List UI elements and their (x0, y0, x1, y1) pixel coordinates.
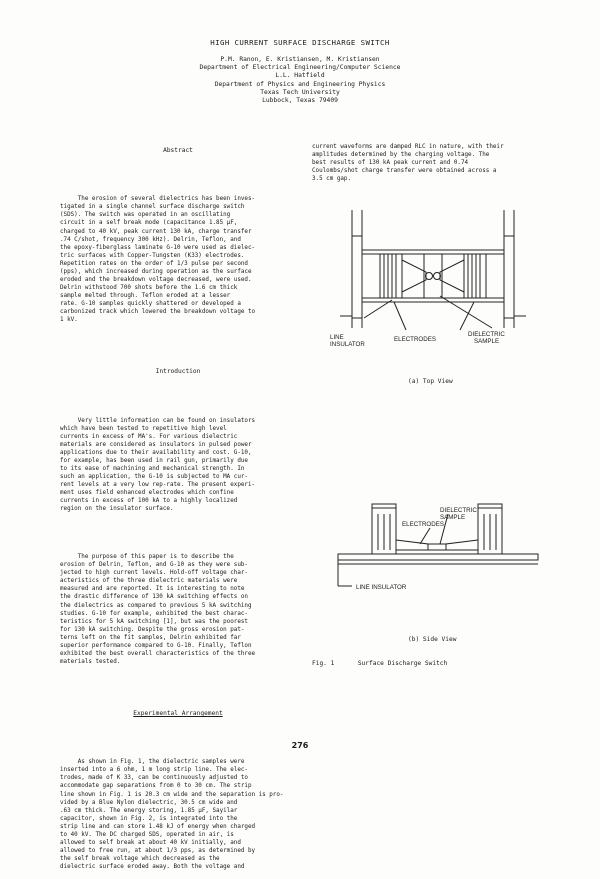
right-column-line: Coulombs/shot charge transfer were obtained across a (312, 168, 497, 175)
abstract-line: charged to 40 kV, peak current 130 kA, charge transfer (60, 228, 252, 235)
introduction-line: exhibited the best overall characteristics of the three (60, 650, 256, 657)
introduction-line: materials are considered as insulators in pulsed power (60, 441, 252, 448)
right-column-line: best results of 130 kA peak current and 0.74 (312, 160, 469, 167)
experimental-line: vided by a Blue Nylon dielectric, 30.5 cm wide and (60, 799, 238, 806)
author-block (0, 56, 600, 105)
right-column-line: current waveforms are damped RLC in nature, with their (312, 144, 504, 150)
experimental-line: the self break voltage which decreased as the (60, 855, 220, 862)
introduction-para-1 (60, 417, 296, 514)
abstract-line: (pps), which increased during operation as the surface (60, 268, 252, 275)
introduction-line: currents in excess of MA's. For various dielectric (60, 433, 238, 440)
top-label-line-insulator-1: LINE (330, 334, 344, 341)
introduction-line: applications due to their availability and cost. G-10, (60, 449, 252, 456)
abstract-line: the epoxy-fiberglass laminate G-10 were used as dielec- (60, 244, 256, 251)
experimental-line: dielectric surface eroded away. Both the voltage and (60, 863, 245, 870)
side-label-line-insulator: LINE INSULATOR (356, 584, 407, 591)
introduction-line: Very little information can be found on insulators (60, 417, 256, 424)
figure-side-view (328, 500, 548, 596)
experimental-line: .63 cm thick. The energy storing, 1.85 µF, Sayilar (60, 807, 238, 814)
abstract-line: Repetition rates on the order of 1/3 pulse per second (60, 260, 248, 267)
introduction-heading: Introduction (155, 368, 201, 376)
figure-caption-number: Fig. 1 (312, 660, 335, 667)
abstract-line: 1 kV. (60, 317, 78, 324)
side-label-dielectric-2: SAMPLE (440, 514, 466, 521)
top-label-line-insulator-2: INSULATOR (330, 341, 365, 348)
introduction-line: jected to high current levels. Hold-off voltage char- (60, 570, 248, 577)
author-names-1: P.M. Ranon, E. Kristiansen, M. Kristiansen (220, 56, 380, 63)
introduction-line: which have been tested to repetitive high level (60, 425, 227, 432)
introduction-line: ment uses field enhanced electrodes which confine (60, 489, 234, 496)
abstract-line: .74 C/shot, frequency 300 kHz). Delrin, Teflon, and (60, 236, 241, 243)
experimental-line: strip line and can store 1.48 kJ of energy when charged (60, 823, 256, 830)
experimental-line: inserted into a 6 ohm, 1 m long strip line. The elec- (60, 767, 248, 774)
experimental-line: to 40 kV. The DC charged SDS, operated in air, is (60, 831, 234, 838)
top-view-caption: (a) Top View (408, 378, 453, 385)
abstract-line: eroded and the breakdown voltage decreased, were used. (60, 276, 252, 283)
introduction-line: for example, has been used in rail gun, primarily due (60, 457, 248, 464)
abstract-line: (SDS). The switch was operated in an oscillating (60, 212, 231, 219)
author-dept-1: Department of Electrical Engineering/Computer Science (199, 64, 401, 72)
introduction-line: superior performance compared to G-10. Finally, Teflon (60, 642, 252, 649)
introduction-line: currents in excess of 100 kA to a highly localized (60, 497, 238, 504)
introduction-line: terns left on the fit samples, Delrin exhibited far (60, 634, 241, 641)
introduction-line: erosion of Delrin, Teflon, and G-10 as they were sub- (60, 562, 248, 569)
experimental-line: trodes, made of K 33, can be continuously adjusted to (60, 775, 248, 782)
introduction-line: for 130 kA switching. Despite the gross erosion pat- (60, 626, 245, 633)
introduction-line: to its ease of machining and mechanical strength. In (60, 465, 245, 472)
side-view-caption: (b) Side View (408, 636, 457, 643)
introduction-line: region on the insulator surface. (60, 506, 174, 513)
right-column-text (312, 143, 548, 183)
experimental-line: capacitor, shown in Fig. 2, is integrated into the (60, 815, 238, 822)
abstract-heading: Abstract (163, 147, 193, 155)
introduction-para-2 (60, 553, 296, 666)
paper-title: HIGH CURRENT SURFACE DISCHARGE SWITCH (210, 38, 390, 47)
experimental-heading: Experimental Arrangement (133, 710, 223, 718)
abstract-line: tric surfaces with Copper-Tungsten (K33) electrodes. (60, 252, 245, 259)
experimental-line: accommodate gap separations from 0 to 30 cm. The strip (60, 783, 252, 790)
side-label-electrodes: ELECTRODES (402, 521, 444, 528)
abstract-line: sample melted through. Teflon eroded at a lesser (60, 292, 231, 299)
abstract-body (60, 195, 296, 324)
introduction-line: teristics for 5 kA switching [1], but was the poorest (60, 618, 248, 625)
abstract-line: Delrin withstood 700 shots before the 1.6 cm thick (60, 284, 238, 291)
author-dept-2: Department of Physics and Engineering Physics (214, 80, 386, 88)
abstract-line: The erosion of several dielectrics has been inves- (60, 196, 256, 203)
abstract-line: carbonized track which lowered the breakdown voltage to (60, 308, 256, 315)
experimental-line: line shown in Fig. 1 is 20.3 cm wide and the separation is pro- (60, 791, 284, 798)
experimental-body (60, 758, 296, 871)
introduction-line: rent levels at a very low rep-rate. The present experi- (60, 481, 256, 488)
top-label-electrodes: ELECTRODES (394, 336, 436, 343)
figure-caption (312, 660, 447, 667)
introduction-line: such an application, the G-10 is subjected to MA cur- (60, 473, 248, 480)
abstract-line: tigated in a single channel surface discharge switch (60, 204, 245, 211)
experimental-line: allowed to free run, at about 1/3 pps, as determined by (60, 847, 256, 854)
author-names-2: L.L. Hatfield (275, 72, 325, 80)
figure-top-view (328, 200, 548, 360)
author-city: Lubbock, Texas 79409 (262, 97, 338, 105)
right-column-line: amplitudes determined by the charging voltage. The (312, 152, 490, 159)
introduction-line: measured and are reported. It is interesting to note (60, 586, 245, 593)
right-column-line: 3.5 cm gap. (312, 176, 352, 183)
left-column (60, 131, 296, 879)
experimental-line: allowed to self break at about 40 kV initially, and (60, 839, 241, 846)
introduction-line: studies. G-10 for example, exhibited the best charac- (60, 610, 248, 617)
introduction-line: materials tested. (60, 658, 121, 665)
introduction-line: the drastic difference of 130 kA switching effects on (60, 594, 248, 601)
experimental-line: As shown in Fig. 1, the dielectric samples were (60, 759, 245, 766)
page-number: 276 (291, 741, 309, 750)
side-label-dielectric-1: DIELECTRIC (440, 507, 477, 514)
introduction-line: the dielectrics as compared to previous 5 kA switching (60, 602, 252, 609)
figure-caption-text: Surface Discharge Switch (357, 660, 448, 667)
top-label-dielectric-1: DIELECTRIC (468, 331, 505, 338)
introduction-line: The purpose of this paper is to describe the (60, 554, 234, 561)
author-university: Texas Tech University (260, 88, 340, 96)
introduction-line: acteristics of the three dielectric materials were (60, 578, 238, 585)
top-label-dielectric-2: SAMPLE (474, 338, 500, 345)
abstract-line: circuit in a self break mode (capacitance 1.85 µF, (60, 220, 238, 227)
abstract-line: rate. G-10 samples quickly shattered or developed a (60, 300, 241, 307)
